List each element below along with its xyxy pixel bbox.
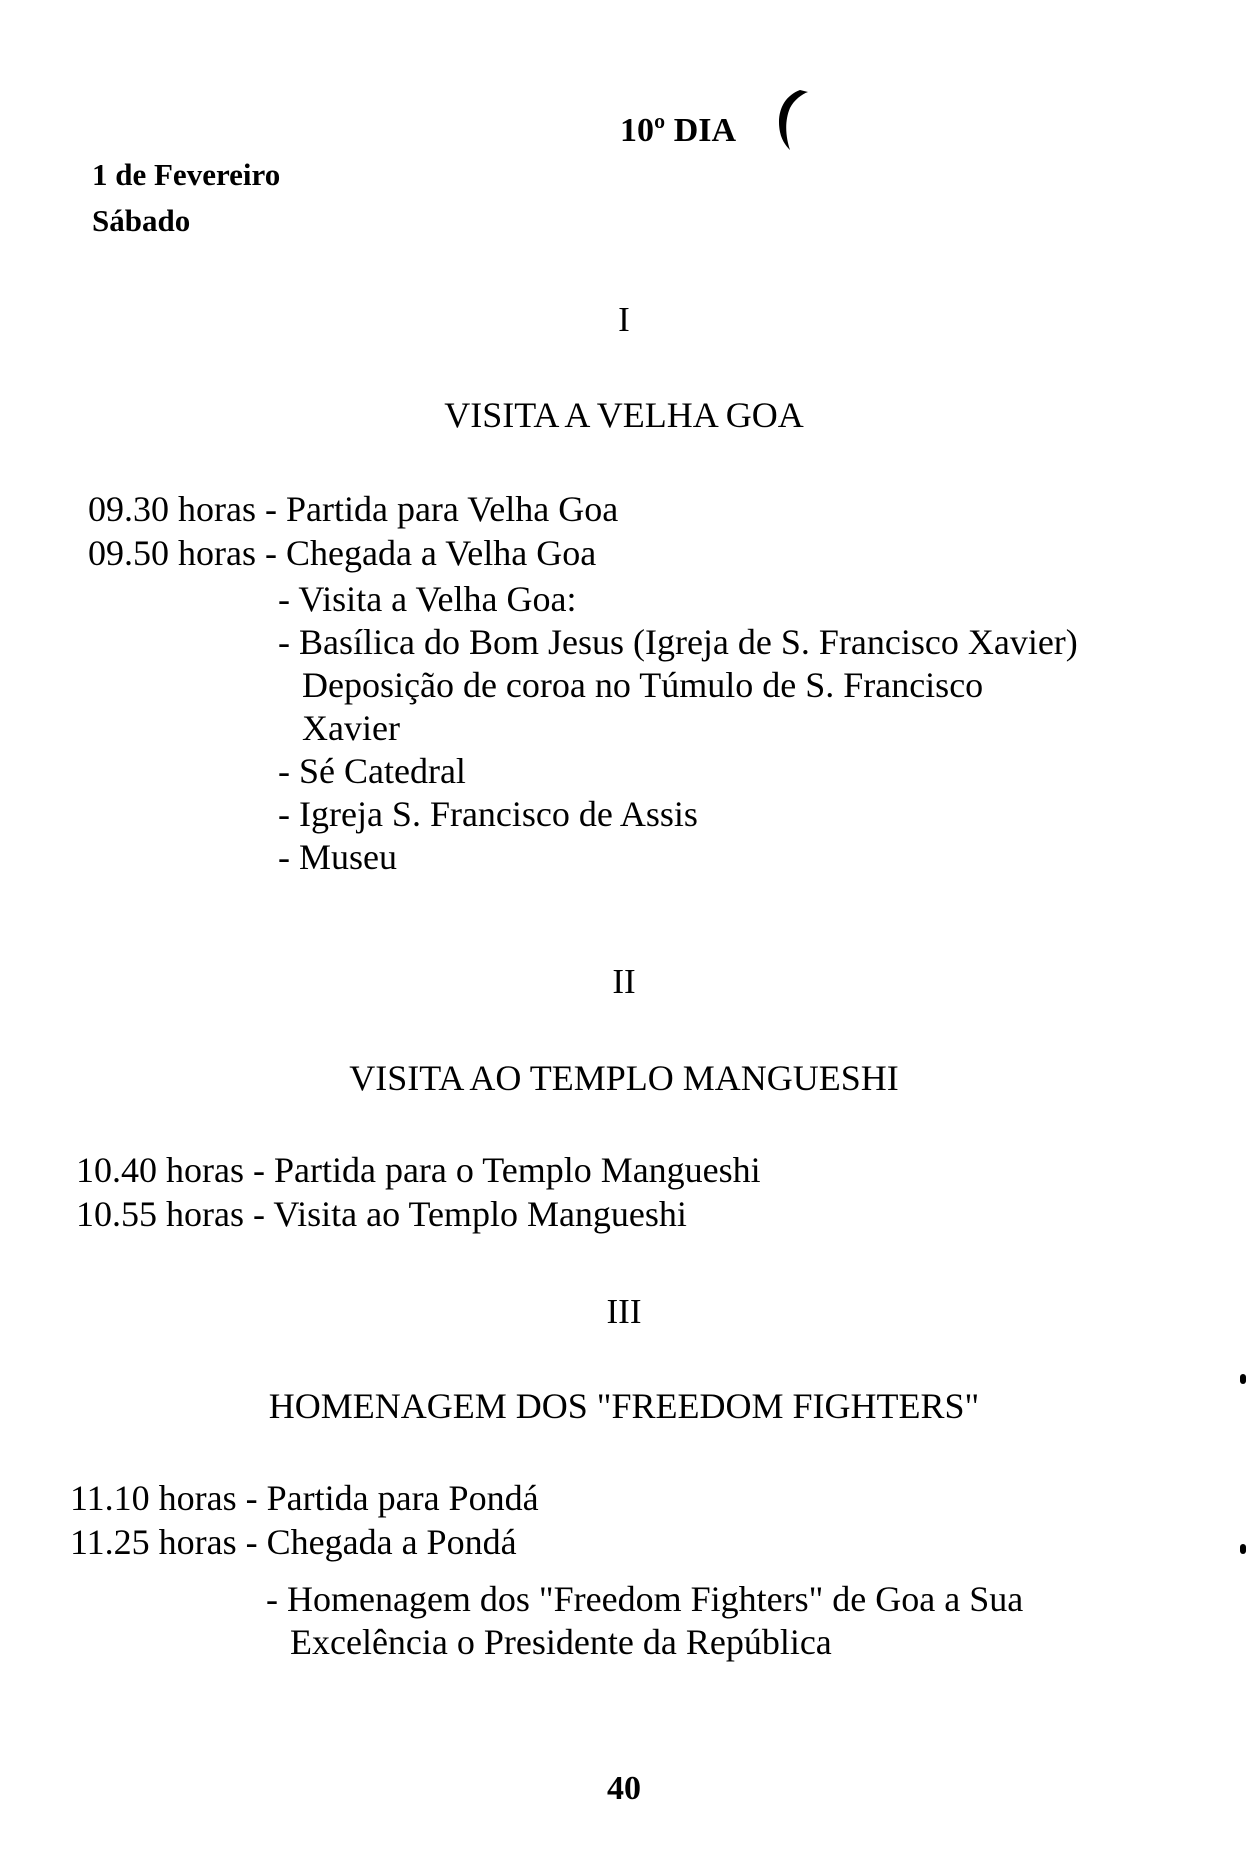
schedule-list (70, 1476, 539, 1564)
schedule-row (70, 1476, 539, 1520)
schedule-row (76, 1192, 761, 1236)
schedule-text: - Visita ao Templo Mangueshi (252, 1194, 687, 1234)
schedule-time: 11.25 horas (70, 1522, 237, 1562)
section-title: VISITA AO TEMPLO MANGUESHI (349, 1058, 899, 1098)
schedule-list (76, 1148, 761, 1236)
page-number: 40 (607, 1770, 641, 1807)
schedule-row (76, 1148, 761, 1192)
edge-mark (1240, 1374, 1246, 1384)
section-numeral: I (618, 300, 630, 339)
list-item: - Homenagem dos "Freedom Fighters" de Goa a Sua (266, 1579, 1024, 1619)
schedule-text: - Partida para Pondá (245, 1478, 539, 1518)
schedule-text: - Chegada a Velha Goa (264, 533, 597, 573)
schedule-row (88, 487, 618, 531)
ornament-icon (770, 84, 810, 156)
itinerary-list (266, 1578, 1023, 1664)
schedule-text: - Partida para Velha Goa (264, 489, 619, 529)
schedule-row (70, 1520, 539, 1564)
itinerary-list (278, 578, 1078, 879)
section-numeral: II (612, 962, 636, 1001)
list-item-continuation: Excelência o Presidente da República (290, 1622, 832, 1662)
schedule-time: 11.10 horas (70, 1478, 237, 1518)
list-item: - Visita a Velha Goa: (278, 579, 577, 619)
list-item: - Igreja S. Francisco de Assis (278, 794, 698, 834)
day-label: 10º DIA (620, 112, 737, 149)
list-item-continuation: Xavier (302, 708, 400, 748)
section-title: VISITA A VELHA GOA (444, 395, 804, 435)
list-item: - Basílica do Bom Jesus (Igreja de S. Francisco Xavier) (278, 622, 1078, 662)
schedule-row (88, 531, 618, 575)
schedule-time: 10.55 horas (76, 1194, 244, 1234)
date-block (92, 152, 280, 244)
section-title: HOMENAGEM DOS "FREEDOM FIGHTERS" (268, 1386, 980, 1426)
weekday: Sábado (92, 203, 191, 238)
schedule-list (88, 487, 618, 575)
schedule-time: 09.30 horas (88, 489, 256, 529)
list-item: - Sé Catedral (278, 751, 466, 791)
date-line: 1 de Fevereiro (92, 157, 281, 192)
schedule-text: - Chegada a Pondá (245, 1522, 517, 1562)
schedule-time: 09.50 horas (88, 533, 256, 573)
list-item: - Museu (278, 837, 397, 877)
schedule-time: 10.40 horas (76, 1150, 244, 1190)
list-item-continuation: Deposição de coroa no Túmulo de S. Francisco (302, 665, 984, 705)
edge-mark (1240, 1544, 1246, 1554)
schedule-text: - Partida para o Templo Mangueshi (252, 1150, 761, 1190)
section-numeral: III (606, 1292, 642, 1331)
